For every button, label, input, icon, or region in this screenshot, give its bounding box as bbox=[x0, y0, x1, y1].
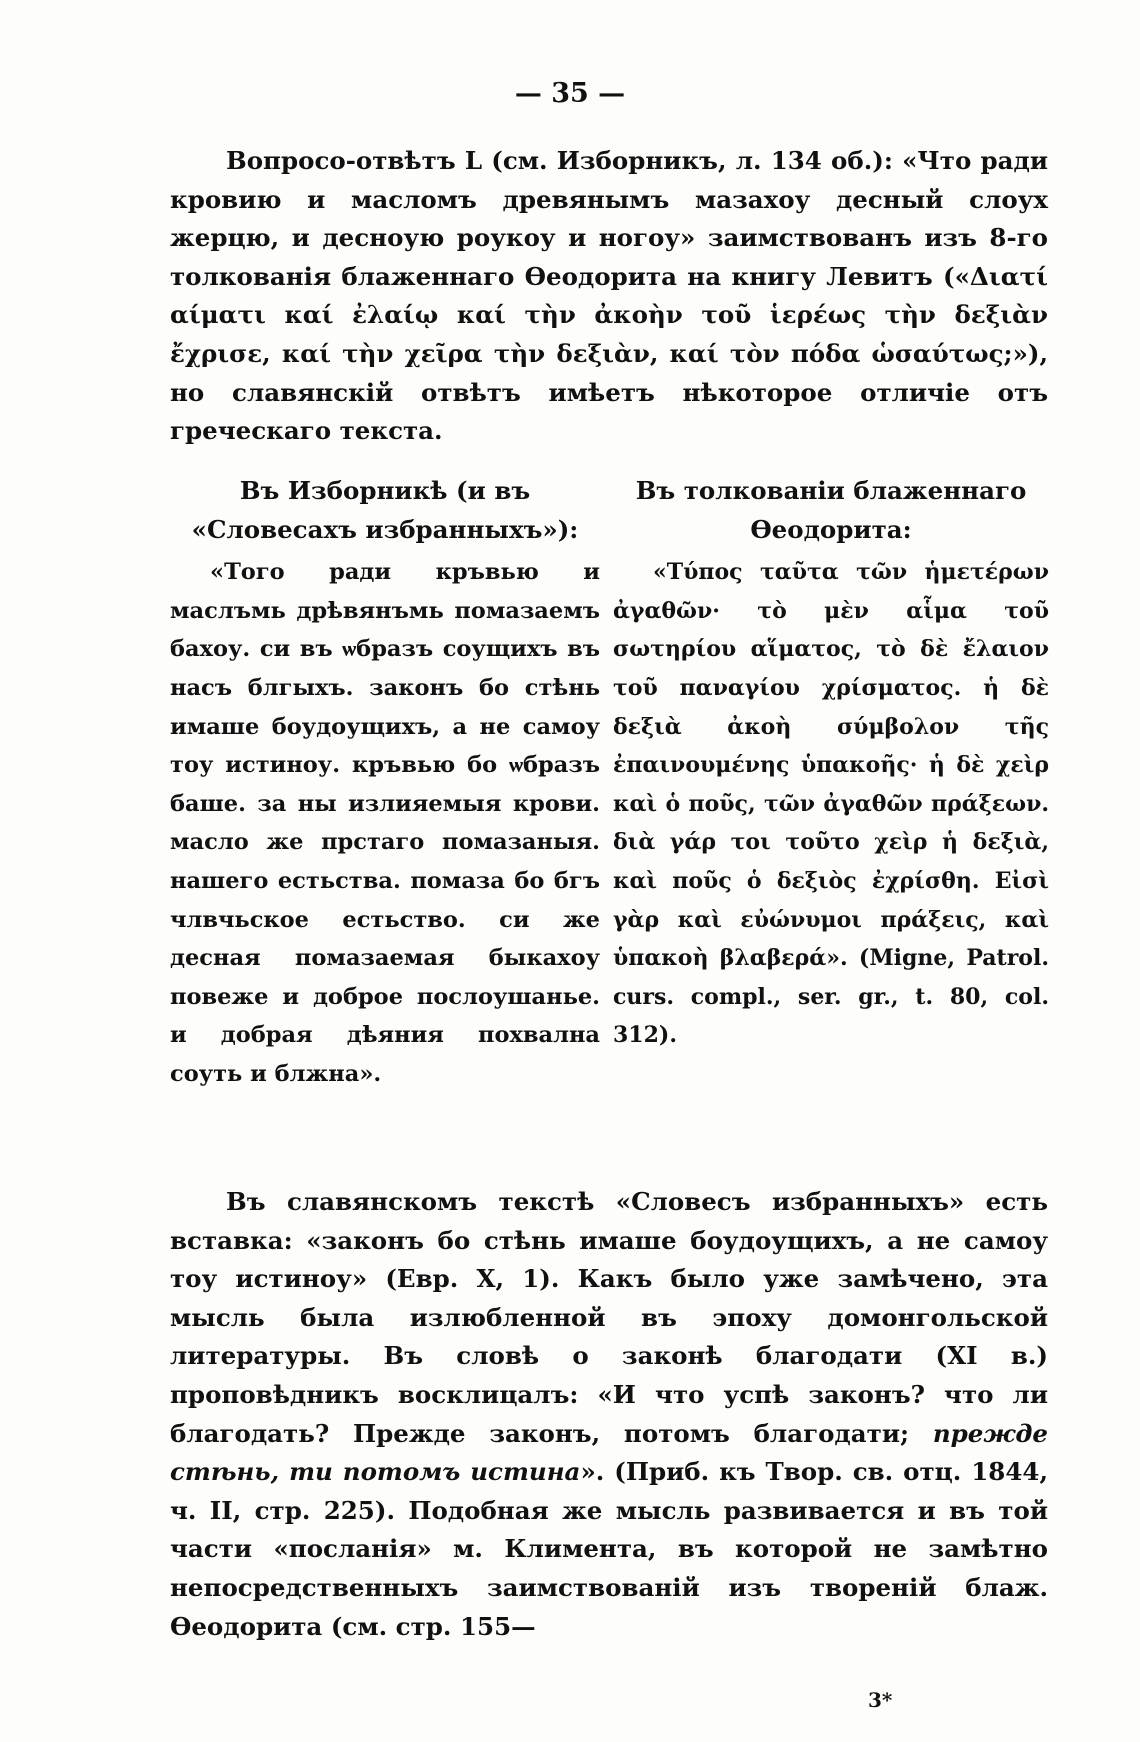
outro-text-part1: Въ славянскомъ текстѣ «Словесъ избранныхъ» есть вставка: «законъ бо стѣнь имаше боудоущихъ, а не самоу тоу истиноу» (Евр. X, 1). Какъ было уже замѣчено, эта мысль была излюбленной въ эпоху домонгольской литературы. Въ словѣ о законѣ благодати (XI в.) проповѣдникъ восклицалъ: «И что успѣ законъ? что ли благодать? Прежде законъ, потомъ благодати; bbox=[170, 1187, 1048, 1448]
printer-signature: 3* bbox=[868, 1688, 893, 1712]
outro-paragraph bbox=[170, 1183, 1048, 1646]
right-column-text: «Τύπος ταῦτα τῶν ἡμετέρων ἀγαθῶν· τὸ μὲν αἷμα τοῦ σωτηρίου αἵματος, τὸ δὲ ἔλαιον τοῦ παναγίου χρίσματος. ἡ δὲ δεξιὰ ἀκοὴ σύμβολον τῆς ἐπαινουμένης ὑπακοῆς· ἡ δὲ χεὶρ καὶ ὁ ποῦς, τῶν ἀγαθῶν πράξεων. διὰ γάρ τοι τοῦτο χεὶρ ἡ δεξιὰ, καὶ ποῦς ὁ δεξιὸς ἐχρίσθη. Εἰσὶ γὰρ καὶ εὐώνυμοι πράξεις, καὶ ὑπακοὴ βλαβερά». (Migne, Patrol. curs. compl., ser. gr., t. 80, col. 312). bbox=[613, 559, 1049, 1049]
left-column-slavonic bbox=[170, 472, 600, 1094]
left-column-heading: Въ Изборникѣ (и въ «Словесахъ избранныхъ»): bbox=[191, 476, 579, 544]
intro-paragraph: Вопросо-отвѣтъ L (см. Изборникъ, л. 134 об.): «Что ради кровию и масломъ древянымъ мазахоу десный слоух жерцю, и десноую роукоу и ногоу» заимствованъ изъ 8-го толкованія блаженнаго Ѳеодорита на книгу Левитъ («Διατί αίματι καί ἐλαίῳ καί τὴν ἀκοὴν τοῦ ἱερέως τὴν δεξιὰν ἔχρισε, καί τὴν χεῖρα τὴν δεξιὰν, καί τὸν πόδα ὡσαύτως;»), но славянскій отвѣтъ имѣетъ нѣкоторое отличіе отъ греческаго текста. bbox=[170, 146, 1048, 446]
outro-text-part2: ». (Приб. къ Твор. св. отц. 1844, ч. II, стр. 225). Подобная же мысль развивается и въ той части «посланія» м. Климента, въ которой не замѣтно непосредственныхъ заимствованій изъ твореній блаж. Ѳеодорита (см. стр. 155— bbox=[170, 1457, 1048, 1641]
right-column-greek bbox=[613, 472, 1049, 1055]
right-column-heading: Въ толкованіи блаженнаго Ѳеодорита: bbox=[635, 476, 1027, 544]
left-column-text: «Того ради кръвью и маслъмь дрѣвянъмь помазаемъ бахоу. си въ ѡбразъ соущихъ въ насъ блгыхъ. законъ бо стѣнь имаше боудоущихъ, а не самоу тоу истиноу. кръвью бо ѡбразъ баше. за ны излияемыя крови. масло же прстаго помазаныя. нашего естьства. помаза бо бгъ члвчьское естьство. си же десная помазаемая быкахоу повеже и доброе послоушанье. и добрая дѣяния похвална соуть и блжна». bbox=[170, 559, 600, 1087]
page-number: — 35 — bbox=[514, 78, 626, 109]
outro-italic-quote: прежде стѣнь, ти потомъ истина bbox=[170, 1418, 1049, 1487]
